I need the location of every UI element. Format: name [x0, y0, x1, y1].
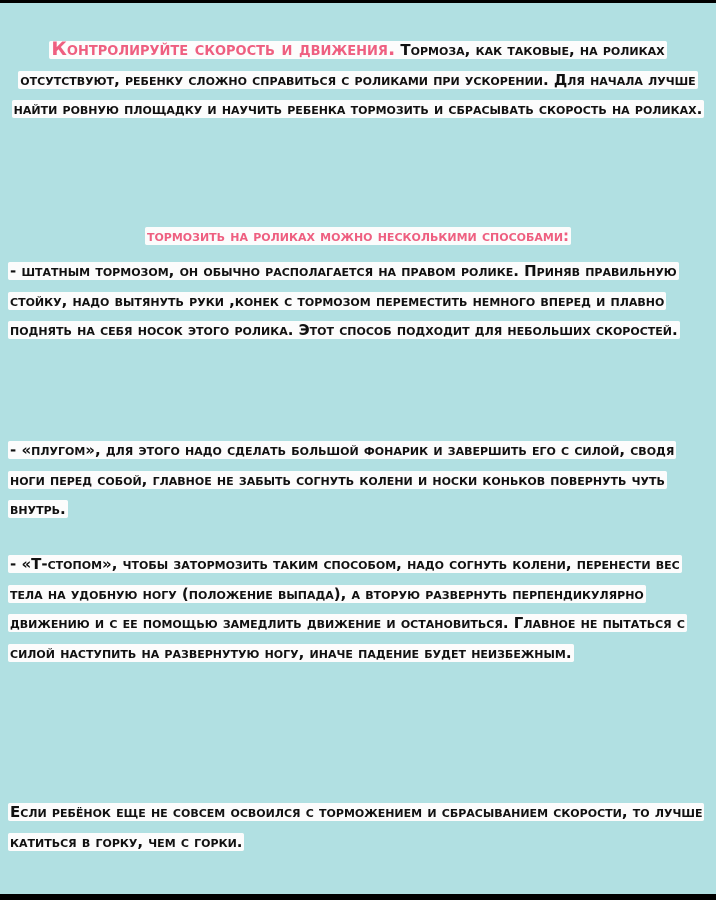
- method-item: - «плугом», для этого надо сделать большой фонарик и завершить его с силой, сводя ноги перед собой, главное не забыть согнуть колени и носки коньков повернуть чуть внутрь.: [10, 441, 675, 518]
- methods-subheading: тормозить на роликах можно несколькими способами:: [146, 227, 570, 245]
- method-item: - штатным тормозом, он обычно располагается на правом ролике. Приняв правильную стойку, надо вытянуть руки ,конек с тормозом переместить немного вперед и плавно поднять на себя носок этого ролика. Этот способ подходит для небольших скоростей.: [10, 262, 678, 339]
- final-paragraph: Если ребёнок еще не совсем освоился с торможением и сбрасыванием скорости, то лучше катиться в горку, чем с горки.: [10, 803, 703, 851]
- article-page: [0, 3, 716, 894]
- intro-paragraph: [8, 35, 708, 125]
- method-item: - «Т-стопом», чтобы затормозить таким способом, надо согнуть колени, перенести вес тела на удобную ногу (положение выпада), а вторую развернуть перпендикулярно движению и с ее помощью замедлить движение и остановиться. Главное не пытаться с силой наступить на развернутую ногу, иначе падение будет неизбежным.: [10, 555, 685, 662]
- intro-title: Контролируйте скорость и движения.: [51, 38, 396, 60]
- intro-text: Тормоза, как таковые, на роликах отсутствуют, ребенку сложно справиться с роликами при ускорении. Для начала лучше найти ровную площадку и научить ребенка тормозить и сбрасывать скорость на роликах.: [13, 41, 703, 118]
